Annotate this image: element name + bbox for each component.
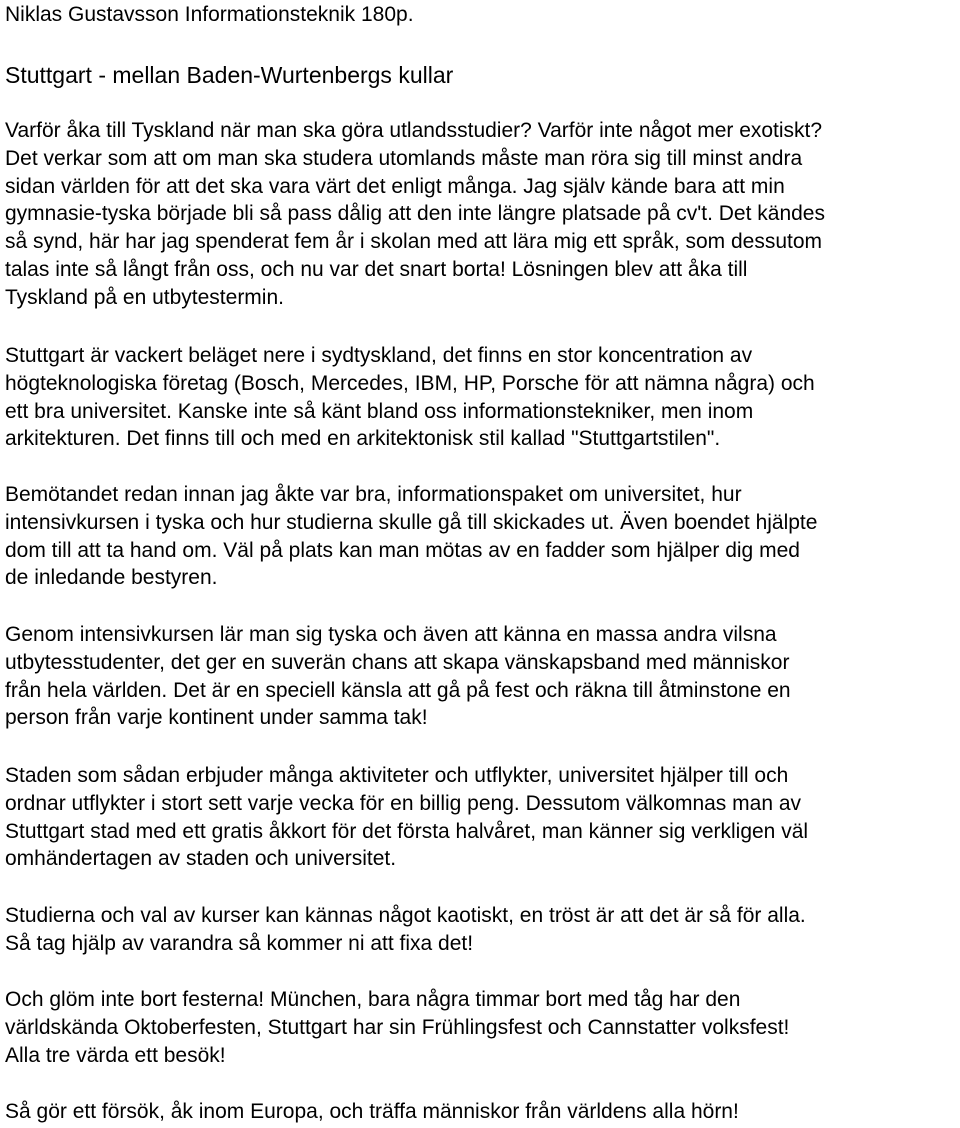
- paragraph-line: Stuttgart är vackert beläget nere i sydtyskland, det finns en stor koncentration av: [5, 344, 753, 367]
- paragraph-line: Och glöm inte bort festerna! München, bara några timmar bort med tåg har den: [5, 988, 741, 1011]
- document-title: Stuttgart - mellan Baden-Wurtenbergs kullar: [5, 62, 454, 88]
- paragraph-line: så synd, här har jag spenderat fem år i skolan med att lära mig ett språk, som dessutom: [5, 230, 823, 254]
- author-line: Niklas Gustavsson Informationsteknik 180p.: [5, 3, 414, 26]
- paragraph-line: Stuttgart stad med ett gratis åkkort för det första halvåret, man känner sig verkligen väl: [5, 819, 809, 843]
- paragraph-line: högteknologiska företag (Bosch, Mercedes, IBM, HP, Porsche för att nämna några) och: [5, 371, 815, 395]
- paragraph-line: talas inte så långt från oss, och nu var det snart borta! Lösningen blev att åka till: [5, 257, 748, 281]
- paragraph-line: ett bra universitet. Kanske inte så känt bland oss informationstekniker, men inom: [5, 399, 754, 423]
- paragraph-3: [5, 481, 817, 592]
- paragraph-5: [5, 762, 808, 873]
- paragraph-line: dom till att ta hand om. Väl på plats kan man mötas av en fadder som hjälper dig med: [5, 538, 800, 562]
- paragraph-line: Genom intensivkursen lär man sig tyska och även att känna en massa andra vilsna: [5, 623, 777, 646]
- paragraph-line: ordnar utflykter i stort sett varje vecka för en billig peng. Dessutom välkomnas man av: [5, 791, 802, 815]
- paragraph-7: [5, 986, 789, 1069]
- paragraph-line: gymnasie-tyska började bli så pass dålig att den inte längre platsade på cv't. Det kändes: [5, 202, 825, 226]
- paragraph-line: utbytesstudenter, det ger en suverän chans att skapa vänskapsband med människor: [5, 650, 790, 674]
- paragraph-line: Varför åka till Tyskland när man ska göra utlandsstudier? Varför inte något mer exotiskt?: [5, 119, 823, 142]
- paragraph-line: Studierna och val av kurser kan kännas något kaotiskt, en tröst är att det är så för alla.: [5, 904, 806, 927]
- paragraph-8: [5, 1098, 739, 1126]
- paragraph-4: [5, 621, 791, 732]
- paragraph-line: Alla tre värda ett besök!: [5, 1043, 226, 1067]
- paragraph-line: arkitekturen. Det finns till och med en arkitektonisk stil kallad "Stuttgartstilen".: [5, 427, 721, 451]
- paragraph-line: Det verkar som att om man ska studera utomlands måste man röra sig till minst andra: [5, 146, 803, 170]
- paragraph-line: från hela världen. Det är en speciell känsla att gå på fest och räkna till åtminstone en: [5, 678, 791, 702]
- paragraph-line: person från varje kontinent under samma tak!: [5, 706, 428, 730]
- paragraph-1: [5, 117, 825, 312]
- paragraph-line: Staden som sådan erbjuder många aktiviteter och utflykter, universitet hjälper till och: [5, 764, 789, 787]
- paragraph-line: intensivkursen i tyska och hur studierna skulle gå till skickades ut. Även boendet hjälpte: [5, 510, 818, 534]
- paragraph-line: världskända Oktoberfesten, Stuttgart har sin Frühlingsfest och Cannstatter volksfest!: [5, 1015, 790, 1039]
- paragraph-line: omhändertagen av staden och universitet.: [5, 847, 397, 871]
- paragraph-line: Så tag hjälp av varandra så kommer ni att fixa det!: [5, 931, 474, 955]
- paragraph-line: Så gör ett försök, åk inom Europa, och träffa människor från världens alla hörn!: [5, 1100, 739, 1123]
- paragraph-2: [5, 342, 815, 453]
- paragraph-6: [5, 902, 806, 958]
- paragraph-line: sidan världen för att det ska vara värt det enligt många. Jag själv kände bara att min: [5, 174, 785, 198]
- paragraph-line: de inledande bestyren.: [5, 566, 218, 590]
- paragraph-line: Bemötandet redan innan jag åkte var bra, informationspaket om universitet, hur: [5, 483, 742, 506]
- paragraph-line: Tyskland på en utbytestermin.: [5, 285, 284, 309]
